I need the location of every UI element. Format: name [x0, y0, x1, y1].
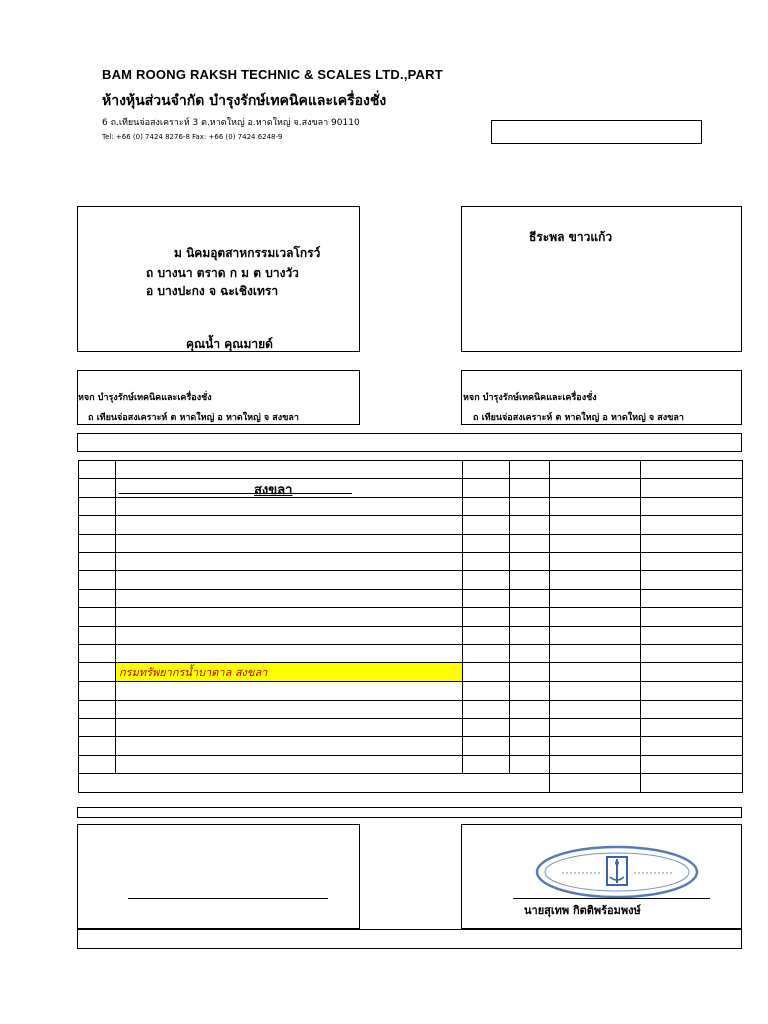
table-row [79, 479, 743, 497]
sender-left-line-2: ถ เทียนจ่อสงเคราะห์ ต หาดใหญ่ อ หาดใหญ่ จ สงขลา [88, 413, 299, 423]
table-footer-strip [77, 807, 742, 818]
document-number-box[interactable] [491, 120, 702, 144]
company-stamp-icon [532, 843, 702, 901]
table-row [79, 626, 743, 644]
table-row [79, 737, 743, 755]
company-phone: Tel: +66 (0) 7424 8276-8 Fax: +66 (0) 7424 6248-9 [102, 133, 283, 141]
receiver-signature-box [77, 824, 360, 929]
sender-right-line-2: ถ เทียนจ่อสงเคราะห์ ต หาดใหญ่ อ หาดใหญ่ จ สงขลา [473, 413, 684, 423]
highlighted-item: กรมทรัพยากรน้ำบาดาล สงขลา [116, 663, 463, 682]
table-row [79, 589, 743, 607]
totals-row [79, 774, 743, 792]
customer-line-1: ม นิคมอุตสาหกรรมเวลโกรว์ [174, 246, 321, 260]
company-name-th: ห้างหุ้นส่วนจำกัด บำรุงรักษ์เทคนิคและเครื่องชั่ง [102, 93, 387, 109]
receiver-signature-line [128, 898, 328, 899]
table-row [79, 552, 743, 570]
sender-right-line-1: หจก บำรุงรักษ์เทคนิคและเครื่องชั่ง [463, 393, 597, 403]
customer-line-3: อ บางปะกง จ ฉะเชิงเทรา [146, 284, 279, 298]
table-row [79, 608, 743, 626]
table-row [79, 682, 743, 700]
item-location: สงขลา [254, 483, 293, 499]
customer-contacts: คุณน้ำ คุณมายด์ [186, 337, 273, 351]
customer-address-box [77, 206, 360, 352]
recipient-name: ธีระพล ขาวแก้ว [529, 230, 613, 244]
table-row [79, 571, 743, 589]
bottom-remarks-strip [77, 929, 742, 949]
table-row [79, 755, 743, 773]
table-row [79, 644, 743, 662]
table-row [79, 700, 743, 718]
sender-box-left [77, 370, 360, 425]
table-row [79, 719, 743, 737]
issuer-signer-name: นายสุเทพ กิตติพร้อมพงษ์ [524, 904, 641, 917]
underline [119, 493, 352, 494]
issuer-signature-line [513, 898, 710, 899]
reference-strip[interactable] [77, 433, 742, 452]
items-table [78, 460, 743, 793]
sender-left-line-1: หจก บำรุงรักษ์เทคนิคและเครื่องชั่ง [78, 393, 212, 403]
company-address: 6 ถ.เทียนจ่อสงเคราะห์ 3 ต.หาดใหญ่ อ.หาดใหญ่ จ.สงขลา 90110 [102, 118, 360, 128]
recipient-box [461, 206, 742, 352]
table-row [79, 461, 743, 479]
table-row [79, 516, 743, 534]
customer-line-2: ถ บางนา ตราด ก ม ต บางวัว [146, 266, 299, 280]
table-row [79, 497, 743, 515]
issuer-signature-box [461, 824, 742, 929]
table-row [79, 663, 743, 682]
company-name-en: BAM ROONG RAKSH TECHNIC & SCALES LTD.,PART [102, 67, 443, 82]
sender-box-right [461, 370, 742, 425]
table-row [79, 534, 743, 552]
